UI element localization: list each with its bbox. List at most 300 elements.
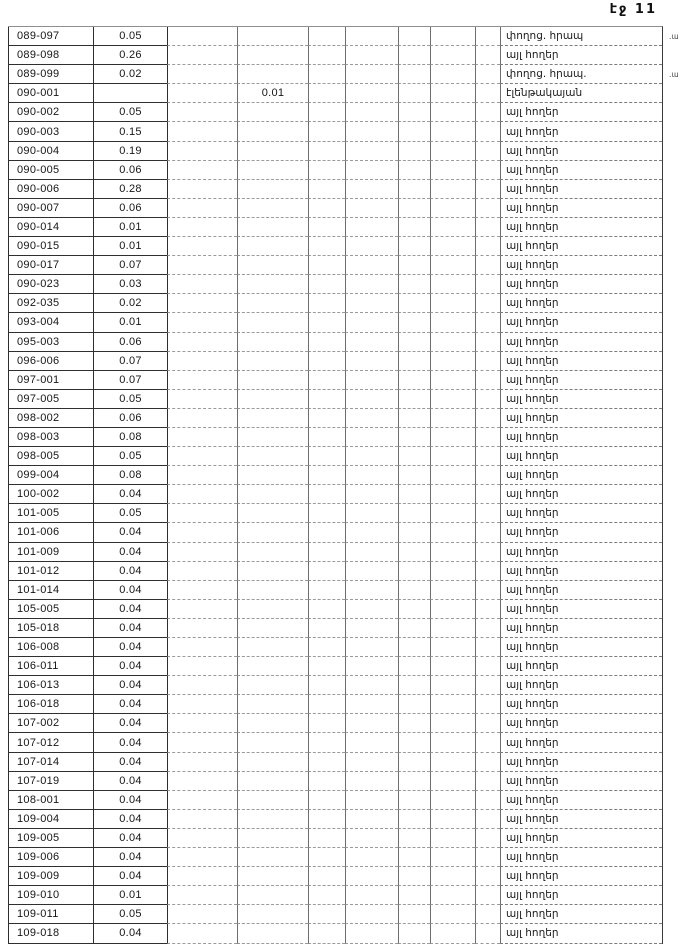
empty-cell [167, 65, 237, 84]
empty-cell [430, 428, 475, 447]
empty-cell [430, 103, 475, 122]
area-value: 0.05 [93, 390, 167, 409]
empty-cell [308, 600, 345, 619]
empty-cell [167, 695, 237, 714]
empty-cell [167, 390, 237, 409]
area-value: 0.04 [93, 543, 167, 562]
parcel-code: 107-002 [8, 714, 93, 733]
land-use-label: էլենթակայան [500, 84, 662, 103]
empty-cell [308, 428, 345, 447]
empty-cell [345, 485, 398, 504]
parcel-code: 097-005 [8, 390, 93, 409]
empty-cell [167, 122, 237, 141]
area-value: 0.04 [93, 791, 167, 810]
area-value: 0.05 [93, 905, 167, 924]
empty-cell [475, 886, 500, 905]
land-use-label: այլ հողեր [500, 180, 662, 199]
empty-cell [398, 294, 430, 313]
empty-cell [167, 313, 237, 332]
area-value-col4 [237, 714, 308, 733]
area-value-col4: 0.01 [237, 84, 308, 103]
land-use-label: այլ հողեր [500, 122, 662, 141]
empty-cell [345, 180, 398, 199]
empty-cell [475, 733, 500, 752]
empty-cell [308, 924, 345, 943]
area-value-col4 [237, 791, 308, 810]
land-use-label: այլ հողեր [500, 428, 662, 447]
empty-cell [167, 161, 237, 180]
area-value: 0.04 [93, 753, 167, 772]
empty-cell [308, 275, 345, 294]
empty-cell [398, 733, 430, 752]
empty-cell [430, 772, 475, 791]
empty-cell [430, 466, 475, 485]
area-value: 0.08 [93, 466, 167, 485]
area-value-col4 [237, 333, 308, 352]
empty-cell [475, 562, 500, 581]
land-use-label: այլ հողեր [500, 161, 662, 180]
empty-cell [430, 237, 475, 256]
empty-cell [475, 103, 500, 122]
empty-cell [308, 352, 345, 371]
empty-cell [398, 523, 430, 542]
area-value-col4 [237, 886, 308, 905]
empty-cell [167, 523, 237, 542]
empty-cell [345, 294, 398, 313]
parcel-code: 109-004 [8, 810, 93, 829]
empty-cell [167, 886, 237, 905]
land-use-label: այլ հողեր [500, 352, 662, 371]
area-value: 0.05 [93, 103, 167, 122]
empty-cell [345, 161, 398, 180]
empty-cell [345, 905, 398, 924]
area-value: 0.02 [93, 294, 167, 313]
parcel-code: 095-003 [8, 333, 93, 352]
empty-cell [167, 294, 237, 313]
area-value-col4 [237, 924, 308, 943]
empty-cell [167, 504, 237, 523]
empty-cell [430, 142, 475, 161]
area-value-col4 [237, 733, 308, 752]
empty-cell [167, 714, 237, 733]
empty-cell [475, 638, 500, 657]
empty-cell [167, 543, 237, 562]
empty-cell [475, 485, 500, 504]
empty-cell [398, 122, 430, 141]
empty-cell [308, 333, 345, 352]
empty-cell [167, 199, 237, 218]
empty-cell [398, 905, 430, 924]
area-value: 0.08 [93, 428, 167, 447]
area-value-col4 [237, 638, 308, 657]
empty-cell [167, 829, 237, 848]
area-value: 0.19 [93, 142, 167, 161]
empty-cell [430, 504, 475, 523]
empty-cell [475, 447, 500, 466]
parcel-code: 107-012 [8, 733, 93, 752]
land-use-label: այլ հողեր [500, 657, 662, 676]
empty-cell [430, 657, 475, 676]
empty-cell [475, 600, 500, 619]
area-value-col4 [237, 829, 308, 848]
empty-cell [475, 237, 500, 256]
land-use-label: այլ հողեր [500, 142, 662, 161]
empty-cell [167, 84, 237, 103]
empty-cell [308, 657, 345, 676]
area-value: 0.04 [93, 924, 167, 943]
empty-cell [430, 180, 475, 199]
empty-cell [430, 27, 475, 46]
empty-cell [345, 409, 398, 428]
empty-cell [308, 256, 345, 275]
empty-cell [475, 848, 500, 867]
empty-cell [167, 409, 237, 428]
area-value-col4 [237, 523, 308, 542]
empty-cell [308, 753, 345, 772]
area-value: 0.04 [93, 657, 167, 676]
area-value-col4 [237, 180, 308, 199]
land-use-label: այլ հողեր [500, 772, 662, 791]
empty-cell [475, 84, 500, 103]
empty-cell [167, 791, 237, 810]
empty-cell [345, 390, 398, 409]
area-value-col4 [237, 390, 308, 409]
parcel-code: 108-001 [8, 791, 93, 810]
empty-cell [345, 714, 398, 733]
empty-cell [345, 27, 398, 46]
land-use-label: այլ հողեր [500, 848, 662, 867]
land-use-label: այլ հողեր [500, 485, 662, 504]
area-value: 0.04 [93, 562, 167, 581]
empty-cell [167, 581, 237, 600]
area-value-col4 [237, 772, 308, 791]
empty-cell [167, 237, 237, 256]
empty-cell [167, 676, 237, 695]
empty-cell [398, 199, 430, 218]
empty-cell [398, 218, 430, 237]
parcel-code: 106-008 [8, 638, 93, 657]
empty-cell [345, 65, 398, 84]
area-value-col4 [237, 447, 308, 466]
empty-cell [475, 333, 500, 352]
parcel-code: 093-004 [8, 313, 93, 332]
empty-cell [167, 733, 237, 752]
land-use-label: այլ հողեր [500, 504, 662, 523]
empty-cell [430, 676, 475, 695]
area-value: 0.07 [93, 256, 167, 275]
area-value: 0.04 [93, 581, 167, 600]
land-use-label: այլ հողեր [500, 562, 662, 581]
land-use-label: այլ հողեր [500, 333, 662, 352]
empty-cell [345, 504, 398, 523]
empty-cell [398, 390, 430, 409]
empty-cell [308, 543, 345, 562]
empty-cell [398, 619, 430, 638]
land-use-label: այլ հողեր [500, 218, 662, 237]
empty-cell [430, 199, 475, 218]
empty-cell [430, 791, 475, 810]
land-use-label: այլ հողեր [500, 237, 662, 256]
empty-cell [345, 733, 398, 752]
parcel-code: 090-007 [8, 199, 93, 218]
empty-cell [398, 562, 430, 581]
empty-cell [308, 504, 345, 523]
area-value: 0.03 [93, 275, 167, 294]
parcel-code: 090-001 [8, 84, 93, 103]
land-use-label: այլ հողեր [500, 600, 662, 619]
empty-cell [398, 829, 430, 848]
empty-cell [430, 122, 475, 141]
area-value-col4 [237, 46, 308, 65]
area-value-col4 [237, 753, 308, 772]
land-use-label: այլ հողեր [500, 256, 662, 275]
empty-cell [308, 390, 345, 409]
empty-cell [398, 27, 430, 46]
empty-cell [475, 523, 500, 542]
land-use-label: փողոց. հրապ. [500, 65, 662, 84]
empty-cell [345, 562, 398, 581]
empty-cell [430, 352, 475, 371]
empty-cell [430, 638, 475, 657]
area-value: 0.04 [93, 810, 167, 829]
empty-cell [475, 810, 500, 829]
area-value-col4 [237, 619, 308, 638]
parcel-code: 090-014 [8, 218, 93, 237]
empty-cell [308, 122, 345, 141]
area-value-col4 [237, 657, 308, 676]
empty-cell [398, 352, 430, 371]
land-use-label: այլ հողեր [500, 810, 662, 829]
land-use-label: այլ հողեր [500, 523, 662, 542]
empty-cell [475, 829, 500, 848]
area-value: 0.04 [93, 638, 167, 657]
empty-cell [345, 772, 398, 791]
empty-cell [430, 256, 475, 275]
empty-cell [475, 390, 500, 409]
empty-cell [475, 924, 500, 943]
empty-cell [430, 714, 475, 733]
empty-cell [167, 27, 237, 46]
empty-cell [430, 485, 475, 504]
area-value: 0.04 [93, 676, 167, 695]
empty-cell [345, 103, 398, 122]
land-use-label: այլ հողեր [500, 103, 662, 122]
empty-cell [308, 237, 345, 256]
empty-cell [475, 142, 500, 161]
area-value-col4 [237, 848, 308, 867]
empty-cell [167, 848, 237, 867]
empty-cell [345, 924, 398, 943]
empty-cell [308, 199, 345, 218]
margin-note: .ա [669, 70, 679, 80]
empty-cell [345, 867, 398, 886]
parcel-code: 107-014 [8, 753, 93, 772]
empty-cell [345, 619, 398, 638]
empty-cell [398, 772, 430, 791]
empty-cell [308, 103, 345, 122]
empty-cell [430, 523, 475, 542]
margin-note: .ա [669, 32, 679, 41]
parcel-code: 097-001 [8, 371, 93, 390]
empty-cell [308, 180, 345, 199]
empty-cell [345, 638, 398, 657]
land-use-label: այլ հողեր [500, 886, 662, 905]
area-value [93, 84, 167, 103]
empty-cell [308, 867, 345, 886]
empty-cell [430, 333, 475, 352]
empty-cell [308, 84, 345, 103]
empty-cell [167, 46, 237, 65]
area-value-col4 [237, 695, 308, 714]
empty-cell [430, 84, 475, 103]
empty-cell [345, 199, 398, 218]
land-use-label: այլ հողեր [500, 409, 662, 428]
empty-cell [308, 714, 345, 733]
empty-cell [167, 218, 237, 237]
empty-cell [475, 218, 500, 237]
area-value: 0.07 [93, 352, 167, 371]
area-value-col4 [237, 352, 308, 371]
empty-cell [430, 390, 475, 409]
empty-cell [475, 791, 500, 810]
empty-cell [398, 600, 430, 619]
empty-cell [475, 46, 500, 65]
area-value-col4 [237, 275, 308, 294]
empty-cell [308, 447, 345, 466]
empty-cell [308, 772, 345, 791]
empty-cell [167, 333, 237, 352]
page-number-label: էջ 11 [609, 2, 657, 17]
empty-cell [398, 256, 430, 275]
area-value-col4 [237, 27, 308, 46]
empty-cell [345, 122, 398, 141]
area-value-col4 [237, 466, 308, 485]
area-value-col4 [237, 428, 308, 447]
parcel-code: 109-006 [8, 848, 93, 867]
area-value: 0.06 [93, 333, 167, 352]
empty-cell [167, 562, 237, 581]
parcel-code: 109-010 [8, 886, 93, 905]
land-use-label: այլ հողեր [500, 791, 662, 810]
empty-cell [430, 733, 475, 752]
empty-cell [475, 313, 500, 332]
area-value-col4 [237, 256, 308, 275]
parcel-code: 090-015 [8, 237, 93, 256]
empty-cell [345, 600, 398, 619]
empty-cell [475, 772, 500, 791]
empty-cell [398, 848, 430, 867]
empty-cell [475, 676, 500, 695]
empty-cell [398, 924, 430, 943]
empty-cell [345, 581, 398, 600]
empty-cell [475, 65, 500, 84]
empty-cell [430, 562, 475, 581]
area-value: 0.04 [93, 867, 167, 886]
area-value: 0.04 [93, 695, 167, 714]
area-value: 0.04 [93, 848, 167, 867]
empty-cell [308, 409, 345, 428]
land-use-label: այլ հողեր [500, 619, 662, 638]
land-use-label: այլ հողեր [500, 638, 662, 657]
empty-cell [398, 46, 430, 65]
land-use-label: այլ հողեր [500, 676, 662, 695]
empty-cell [167, 256, 237, 275]
empty-cell [345, 695, 398, 714]
empty-cell [167, 485, 237, 504]
empty-cell [430, 161, 475, 180]
empty-cell [430, 695, 475, 714]
area-value: 0.05 [93, 27, 167, 46]
empty-cell [308, 829, 345, 848]
land-use-label: այլ հողեր [500, 46, 662, 65]
area-value: 0.06 [93, 199, 167, 218]
empty-cell [345, 657, 398, 676]
empty-cell [345, 352, 398, 371]
area-value: 0.02 [93, 65, 167, 84]
empty-cell [430, 581, 475, 600]
empty-cell [475, 27, 500, 46]
empty-cell [398, 466, 430, 485]
land-use-label: այլ հողեր [500, 313, 662, 332]
empty-cell [398, 428, 430, 447]
area-value-col4 [237, 371, 308, 390]
area-value: 0.26 [93, 46, 167, 65]
empty-cell [398, 791, 430, 810]
area-value-col4 [237, 810, 308, 829]
land-use-label: այլ հողեր [500, 753, 662, 772]
empty-cell [430, 294, 475, 313]
area-value-col4 [237, 294, 308, 313]
empty-cell [475, 466, 500, 485]
empty-cell [475, 371, 500, 390]
parcel-code: 101-012 [8, 562, 93, 581]
empty-cell [398, 180, 430, 199]
empty-cell [308, 65, 345, 84]
parcel-code: 098-005 [8, 447, 93, 466]
empty-cell [345, 84, 398, 103]
empty-cell [345, 237, 398, 256]
empty-cell [167, 905, 237, 924]
land-use-label: փողոց. հրապ [500, 27, 662, 46]
empty-cell [345, 256, 398, 275]
empty-cell [308, 523, 345, 542]
empty-cell [167, 810, 237, 829]
empty-cell [398, 485, 430, 504]
empty-cell [167, 753, 237, 772]
empty-cell [167, 352, 237, 371]
empty-cell [345, 428, 398, 447]
empty-cell [345, 371, 398, 390]
empty-cell [398, 65, 430, 84]
land-use-label: այլ հողեր [500, 294, 662, 313]
empty-cell [398, 638, 430, 657]
empty-cell [308, 142, 345, 161]
area-value-col4 [237, 122, 308, 141]
empty-cell [398, 886, 430, 905]
parcel-code: 089-098 [8, 46, 93, 65]
empty-cell [308, 619, 345, 638]
area-value-col4 [237, 218, 308, 237]
area-value: 0.04 [93, 485, 167, 504]
empty-cell [430, 65, 475, 84]
empty-cell [167, 371, 237, 390]
parcel-code: 099-004 [8, 466, 93, 485]
empty-cell [398, 333, 430, 352]
empty-cell [167, 657, 237, 676]
empty-cell [308, 791, 345, 810]
empty-cell [398, 84, 430, 103]
empty-cell [475, 695, 500, 714]
